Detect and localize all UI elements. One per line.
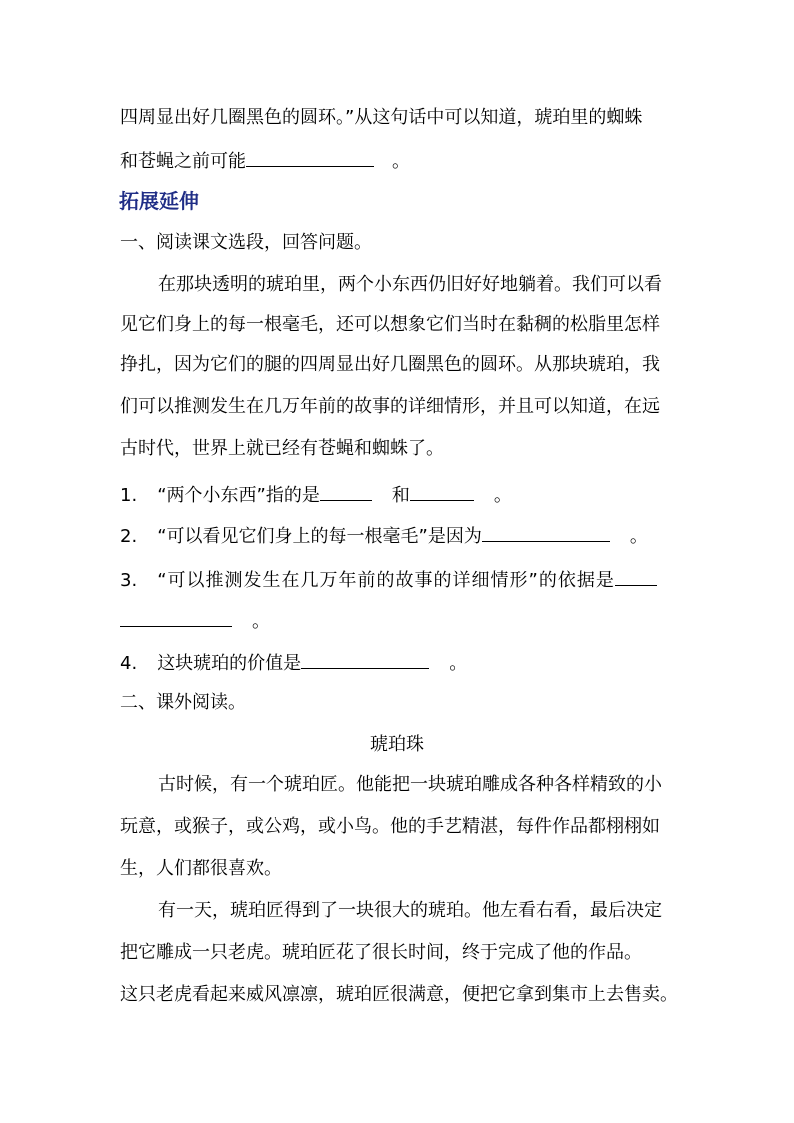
question-text: “可以推测发生在几万年前的故事的详细情形”的依据是: [157, 570, 615, 591]
paragraph-line: 把它雕成一只老虎。琥珀匠花了很长时间，终于完成了他的作品。: [120, 942, 642, 963]
question-2: [120, 521, 648, 550]
question-text: “两个小东西”指的是: [157, 485, 320, 506]
paragraph-line: 古时代，世界上就已经有苍蝇和蜘蛛了。: [120, 438, 444, 459]
answer-blank[interactable]: [410, 480, 474, 501]
question-number: 1.: [120, 485, 138, 506]
paragraph-line: 见它们身上的每一根毫毛，还可以想象它们当时在黏稠的松脂里怎样: [120, 314, 660, 335]
paragraph-line: 这只老虎看起来威风凛凛，琥珀匠很满意，便把它拿到集市上去售卖。: [120, 984, 678, 1005]
answer-blank[interactable]: [246, 146, 374, 167]
question-text: “可以看见它们身上的每一根毫毛”是因为: [157, 526, 482, 547]
question-3-continued: [120, 606, 270, 635]
part2-title: 二、课外阅读。: [120, 692, 246, 713]
paragraph-line: 挣扎，因为它们的腿的四周显出好几圈黑色的圆环。从那块琥珀，我: [120, 354, 660, 375]
question-text: 这块琥珀的价值是: [157, 653, 302, 674]
question-text: 。: [629, 526, 648, 547]
question-3: [120, 565, 657, 594]
question-text: 和: [391, 485, 410, 506]
text-line: [120, 105, 642, 131]
answer-blank[interactable]: [615, 565, 657, 586]
answer-blank[interactable]: [301, 648, 429, 669]
text: 。: [392, 151, 410, 172]
text: 四周显出好几圈黑色的圆环。”从这句话中可以知道，琥珀里的蜘蛛: [120, 107, 643, 128]
paragraph-line: 古时候，有一个琥珀匠。他能把一块琥珀雕成各种各样精致的小: [158, 774, 662, 795]
paragraph-line: 玩意，或猴子，或公鸡，或小鸟。他的手艺精湛，每件作品都栩栩如: [120, 816, 660, 837]
question-text: 。: [449, 653, 468, 674]
paragraph-line: 有一天，琥珀匠得到了一块很大的琥珀。他左看右看，最后决定: [158, 900, 662, 921]
story-title: 琥珀珠: [370, 734, 424, 755]
paragraph-line: 生，人们都很喜欢。: [120, 858, 282, 879]
text: 和苍蝇之前可能: [120, 151, 246, 172]
question-number: 3.: [120, 570, 138, 591]
question-number: 4.: [120, 653, 138, 674]
question-text: 。: [252, 611, 270, 632]
part1-title: 一、阅读课文选段，回答问题。: [120, 232, 372, 253]
question-1: [120, 480, 512, 509]
paragraph-line: 们可以推测发生在几万年前的故事的详细情形，并且可以知道，在远: [120, 396, 660, 417]
answer-blank[interactable]: [482, 521, 610, 542]
question-text: 。: [493, 485, 512, 506]
paragraph-line: 在那块透明的琥珀里，两个小东西仍旧好好地躺着。我们可以看: [158, 274, 662, 295]
section-title: 拓展延伸: [119, 189, 199, 213]
answer-blank[interactable]: [320, 480, 372, 501]
question-4: [120, 648, 467, 677]
answer-blank[interactable]: [120, 606, 232, 627]
question-number: 2.: [120, 526, 138, 547]
text-line: [120, 146, 410, 175]
